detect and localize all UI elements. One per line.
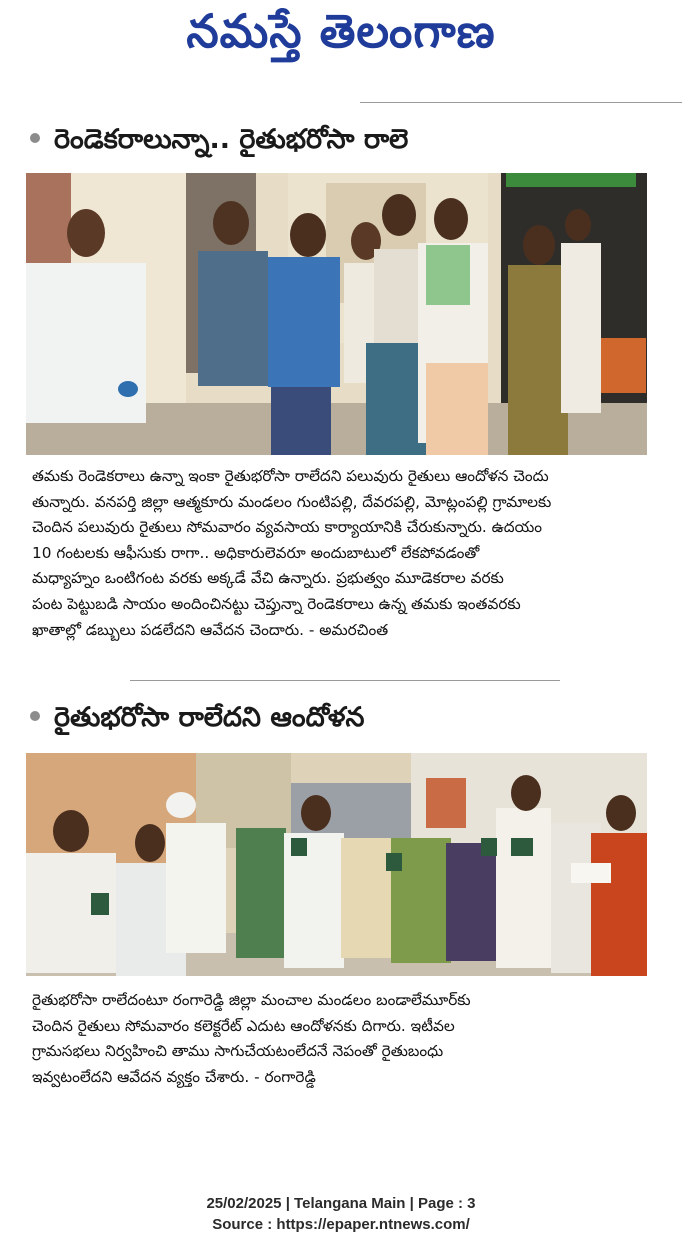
article-2-line: రైతుభరోసా రాలేదంటూ రంగారెడ్డి జిల్లా మంచాల మండలం బండాలేమూర్‌కు: [32, 991, 471, 1009]
article-1-photo: [26, 173, 647, 455]
article-2-body: [32, 988, 652, 1090]
article-1-body: [32, 464, 652, 643]
article-1-line: 10 గంటలకు ఆఫీసుకు రాగా.. అధికారులెవరూ అందుబాటులో లేకపోవడంతో: [32, 543, 480, 562]
article-2-headline: [30, 702, 364, 740]
footer-source: Source : https://epaper.ntnews.com/: [212, 1216, 470, 1233]
article-1-line: తమకు రెండెకరాలు ఉన్నా ఇంకా రైతుభరోసా రాలేదని పలువురు రైతులు ఆందోళన చెందు: [32, 467, 549, 485]
article-2-line: చెందిన రైతులు సోమవారం కలెక్టరేట్ ఎదుట ఆందోళనకు దిగారు. ఇటీవల: [32, 1016, 455, 1035]
article-2-photo: [26, 753, 647, 976]
article-2-line: ఇవ్వటంలేదని ఆవేదన వ్యక్తం చేశారు. - రంగారెడ్డి: [32, 1067, 316, 1086]
article-1-line: మధ్యాహ్నం ఒంటిగంట వరకు అక్కడే వేచి ఉన్నారు. ప్రభుత్వం మూడెకరాల వరకు: [32, 569, 504, 588]
bullet-icon: [30, 711, 40, 721]
article-2-line: గ్రామసభలు నిర్వహించి తాము సాగుచేయటంలేదనే నెపంతో రైతుబంధు: [32, 1042, 444, 1061]
bullet-icon: [30, 133, 40, 143]
masthead-rule: [360, 102, 682, 103]
article-divider: [130, 680, 560, 681]
article-1-headline-text: రెండెకరాలున్నా.. రైతుభరోసా రాలె: [54, 124, 409, 155]
article-1-line: చెందిన పలువురు రైతులు సోమవారం వ్యవసాయ కార్యాయానికి చేరుకున్నారు. ఉదయం: [32, 518, 543, 537]
footer-date-page: 25/02/2025 | Telangana Main | Page : 3: [206, 1195, 476, 1212]
masthead-logo: నమస్తే తెలంగాణ: [186, 4, 496, 58]
article-1-headline: [30, 124, 408, 162]
article-2-headline-text: రైతుభరోసా రాలేదని ఆందోళన: [54, 702, 365, 733]
article-1-line: తున్నారు. వనపర్తి జిల్లా ఆత్మకూరు మండలం గుంటిపల్లి, దేవరపల్లి, మోట్లంపల్లి గ్రామాలకు: [32, 492, 552, 511]
article-1-line: ఖాతాల్లో డబ్బులు పడలేదని ఆవేదన చెందారు. - అమరచింత: [32, 620, 389, 639]
article-1-line: పంట పెట్టుబడి సాయం అందించినట్టు చెప్తున్నా రెండెకరాలు ఉన్న తమకు ఇంతవరకు: [32, 594, 521, 613]
